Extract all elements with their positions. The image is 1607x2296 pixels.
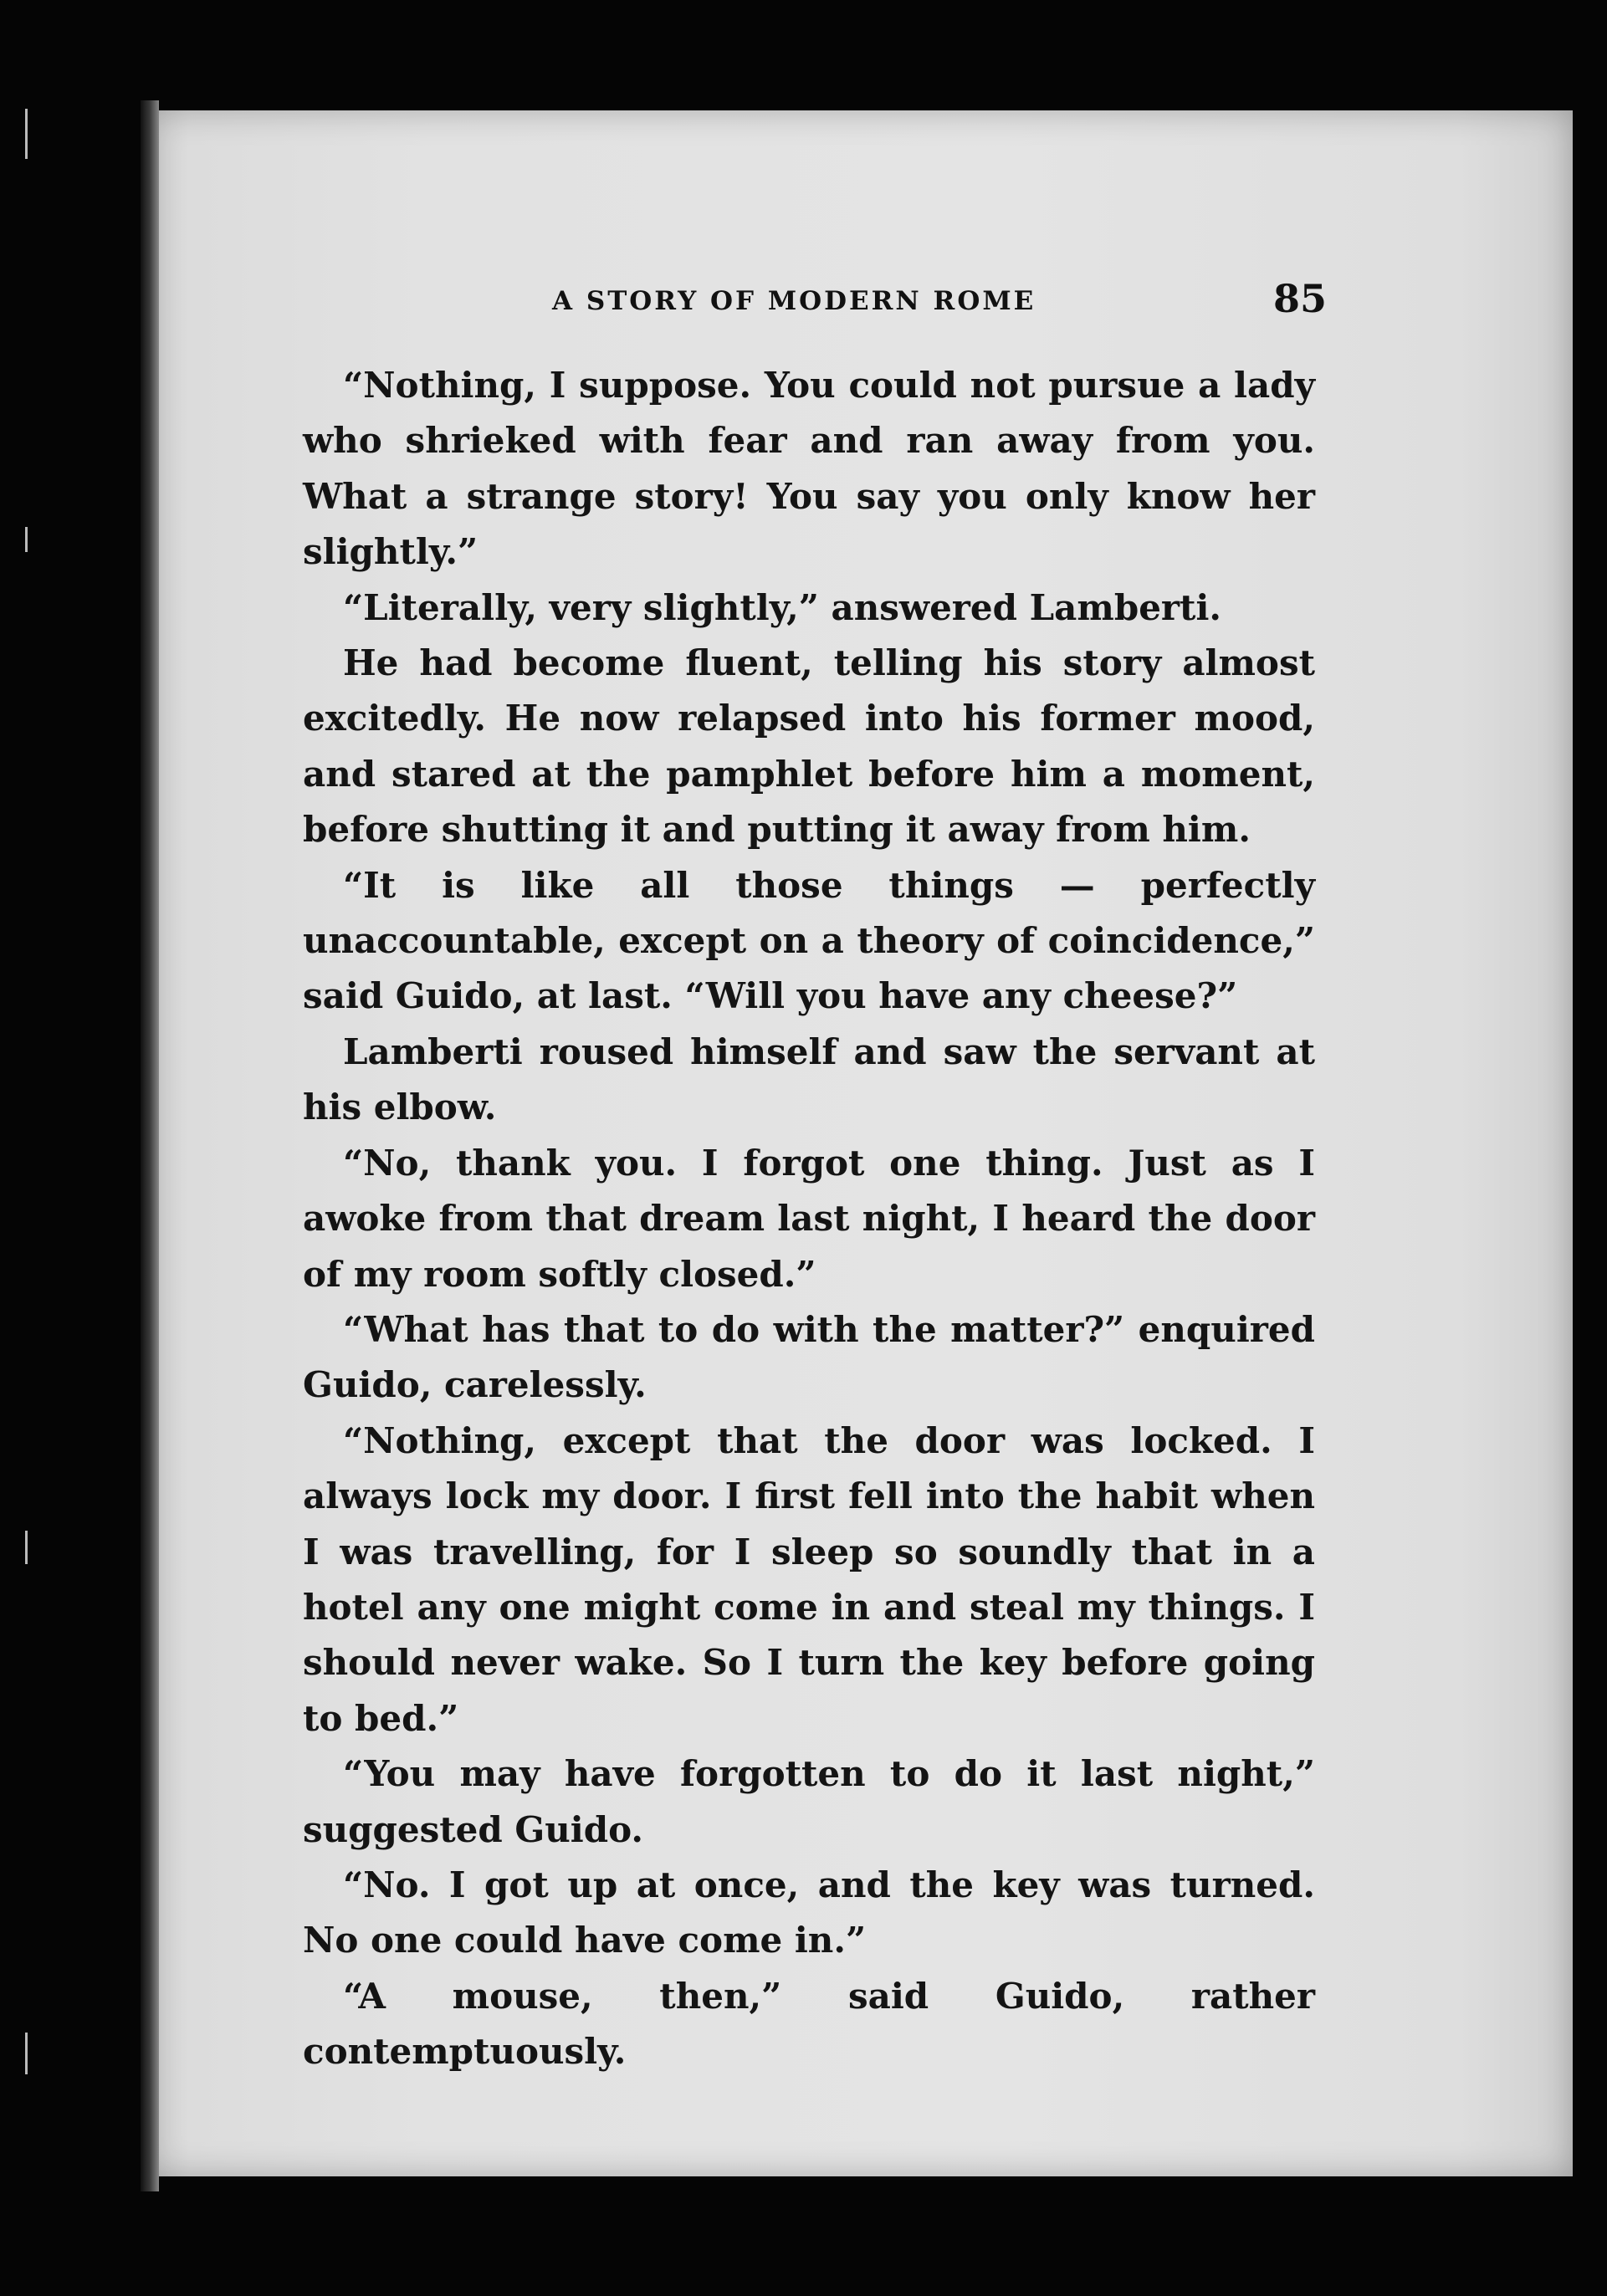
paragraph: “No. I got up at once, and the key was turned. No one could have come in.” bbox=[303, 1864, 1315, 1961]
paragraph: “A mouse, then,” said Guido, rather contemptuously. bbox=[303, 1975, 1315, 2073]
body-text bbox=[303, 358, 1315, 2080]
paragraph: “Literally, very slightly,” answered Lamberti. bbox=[343, 586, 1222, 628]
page-number: 85 bbox=[1273, 276, 1328, 321]
paragraph: “Nothing, except that the door was locked. I always lock my door. I first fell into the habit when I was travelling, for I sleep so soundly that in a hotel any one might come in and steal my things. I should never wake. So I turn the key before going to bed.” bbox=[303, 1419, 1315, 1739]
paragraph: “You may have forgotten to do it last night,” suggested Guido. bbox=[303, 1753, 1315, 1850]
page-gutter bbox=[141, 100, 159, 2191]
paragraph: He had become fluent, telling his story almost excitedly. He now relapsed into his former mood, and stared at the pamphlet before him a moment, before shutting it and putting it away from him. bbox=[303, 642, 1315, 851]
paragraph: “Nothing, I suppose. You could not pursue a lady who shrieked with fear and ran away from you. What a strange story! You say you only know her slightly.” bbox=[303, 365, 1315, 573]
running-title: A STORY OF MODERN ROME bbox=[552, 286, 1036, 316]
paragraph: “No, thank you. I forgot one thing. Just as I awoke from that dream last night, I heard the door of my room softly closed.” bbox=[303, 1142, 1315, 1295]
paragraph: Lamberti roused himself and saw the servant at his elbow. bbox=[303, 1030, 1315, 1128]
film-edge-marks bbox=[25, 109, 42, 2116]
paragraph: “What has that to do with the matter?” enquired Guido, carelessly. bbox=[303, 1308, 1315, 1406]
paragraph: “It is like all those things — perfectly unaccountable, except on a theory of coincidence,” said Guido, at last. “Will you have any cheese?” bbox=[303, 864, 1315, 1017]
